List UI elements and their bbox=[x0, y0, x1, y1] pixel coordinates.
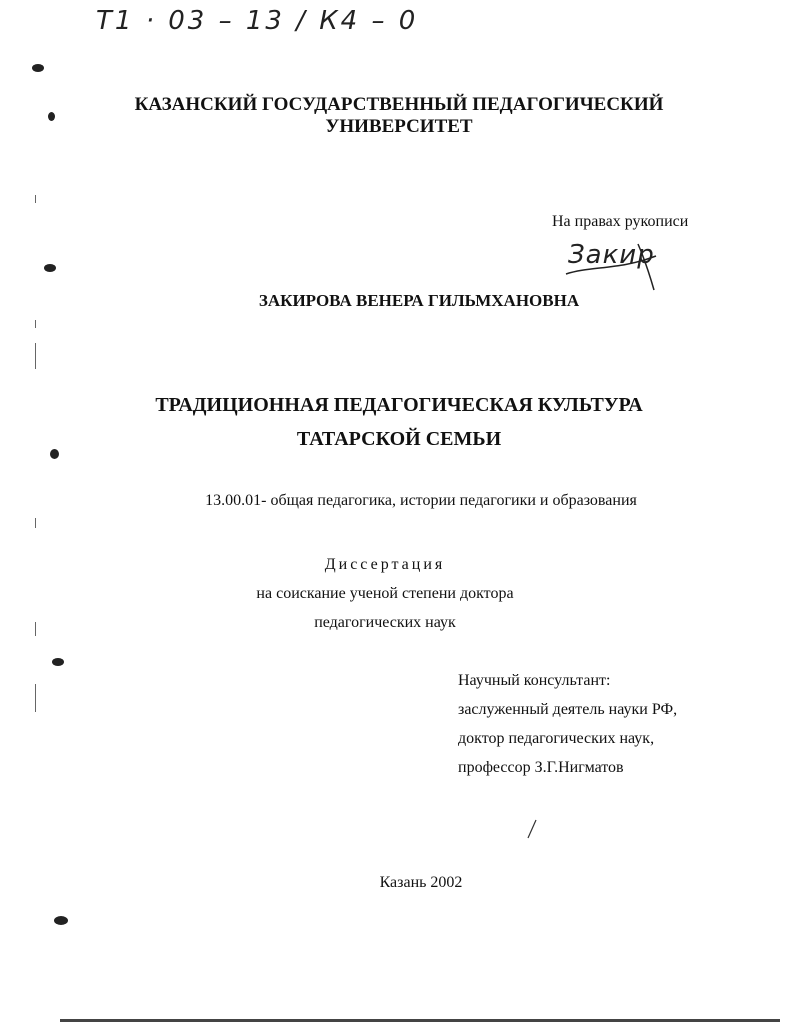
consultant-title-1: заслуженный деятель науки РФ, bbox=[458, 701, 678, 718]
university-name bbox=[0, 94, 798, 138]
scan-speck bbox=[32, 64, 44, 72]
dissertation-label: Диссертация bbox=[324, 556, 446, 573]
degree-line: на соискание ученой степени доктора bbox=[256, 585, 514, 602]
city-year: Казань 2002 bbox=[379, 874, 463, 891]
scan-speck bbox=[52, 658, 64, 666]
scan-line bbox=[35, 343, 36, 369]
scientific-consultant bbox=[458, 666, 677, 782]
title-line-2: ТАТАРСКОЙ СЕМЬИ bbox=[296, 428, 502, 450]
author-name: ЗАКИРОВА ВЕНЕРА ГИЛЬМХАНОВНА bbox=[258, 291, 580, 310]
scan-speck bbox=[54, 916, 68, 925]
consultant-name: профессор З.Г.Нигматов bbox=[458, 759, 624, 776]
university-line-1: КАЗАНСКИЙ ГОСУДАРСТВЕННЫЙ ПЕДАГОГИЧЕСКИЙ bbox=[134, 94, 664, 115]
consultant-heading: Научный консультант: bbox=[458, 672, 611, 689]
degree-field: педагогических наук bbox=[314, 614, 456, 631]
specialty-code: 13.00.01- общая педагогика, истории педагогики и образования bbox=[205, 492, 637, 509]
rights-note: На правах рукописи bbox=[552, 213, 689, 230]
pen-mark bbox=[524, 818, 540, 840]
archive-code: Т1 · 03 – 13 / К4 – 0 bbox=[96, 6, 419, 36]
dissertation-title bbox=[0, 388, 798, 456]
scan-line bbox=[35, 684, 36, 712]
scan-line bbox=[35, 320, 36, 328]
scan-line bbox=[35, 195, 36, 203]
title-line-1: ТРАДИЦИОННАЯ ПЕДАГОГИЧЕСКАЯ КУЛЬТУРА bbox=[155, 394, 643, 416]
bottom-scan-edge bbox=[60, 1019, 780, 1022]
signature-flourish bbox=[560, 236, 670, 296]
signature: Закир bbox=[568, 240, 655, 270]
consultant-title-2: доктор педагогических наук, bbox=[458, 730, 655, 747]
scan-speck bbox=[44, 264, 56, 272]
dissertation-info bbox=[0, 550, 784, 637]
scan-line bbox=[35, 518, 36, 528]
university-line-2: УНИВЕРСИТЕТ bbox=[325, 116, 473, 137]
